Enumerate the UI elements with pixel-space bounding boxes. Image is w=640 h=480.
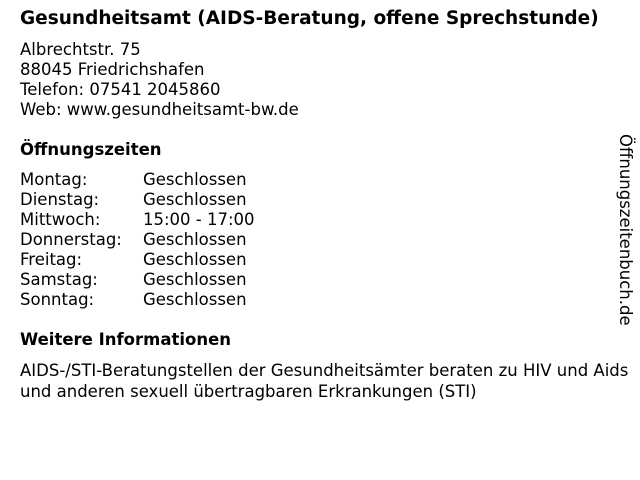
hours-row-wednesday	[20, 210, 610, 230]
hours-day: Freitag:	[20, 250, 83, 269]
hours-day: Montag:	[20, 170, 88, 189]
hours-row-sunday	[20, 290, 610, 310]
hours-day: Samstag:	[20, 270, 98, 289]
opening-hours-heading: Öffnungszeiten	[20, 140, 162, 159]
hours-row-monday	[20, 170, 610, 190]
hours-day: Sonntag:	[20, 290, 95, 309]
hours-day: Dienstag:	[20, 190, 100, 209]
hours-time: Geschlossen	[143, 290, 247, 309]
hours-day: Mittwoch:	[20, 210, 101, 229]
hours-time: Geschlossen	[143, 190, 247, 209]
more-info-text: AIDS-/STI-Beratungstellen der Gesundheitsämter beraten zu HIV und Aids und anderen sexuell übertragbaren Erkrankungen (STI)	[20, 361, 629, 401]
hours-time: Geschlossen	[143, 250, 247, 269]
hours-time: Geschlossen	[143, 230, 247, 249]
page-title: Gesundheitsamt (AIDS-Beratung, offene Sprechstunde)	[20, 8, 599, 29]
hours-time: 15:00 - 17:00	[143, 210, 255, 229]
address-web: Web: www.gesundheitsamt-bw.de	[20, 100, 299, 119]
address-street: Albrechtstr. 75	[20, 40, 141, 59]
address-block	[20, 40, 610, 120]
hours-row-tuesday	[20, 190, 610, 210]
address-city: 88045 Friedrichshafen	[20, 60, 205, 79]
side-watermark-label: Öffnungszeitenbuch.de	[616, 134, 635, 326]
hours-row-thursday	[20, 230, 610, 250]
hours-time: Geschlossen	[143, 270, 247, 289]
more-info-heading: Weitere Informationen	[20, 330, 232, 349]
hours-row-friday	[20, 250, 610, 270]
hours-time: Geschlossen	[143, 170, 247, 189]
address-phone: Telefon: 07541 2045860	[20, 80, 221, 99]
opening-hours-list	[20, 170, 610, 310]
hours-day: Donnerstag:	[20, 230, 122, 249]
hours-row-saturday	[20, 270, 610, 290]
